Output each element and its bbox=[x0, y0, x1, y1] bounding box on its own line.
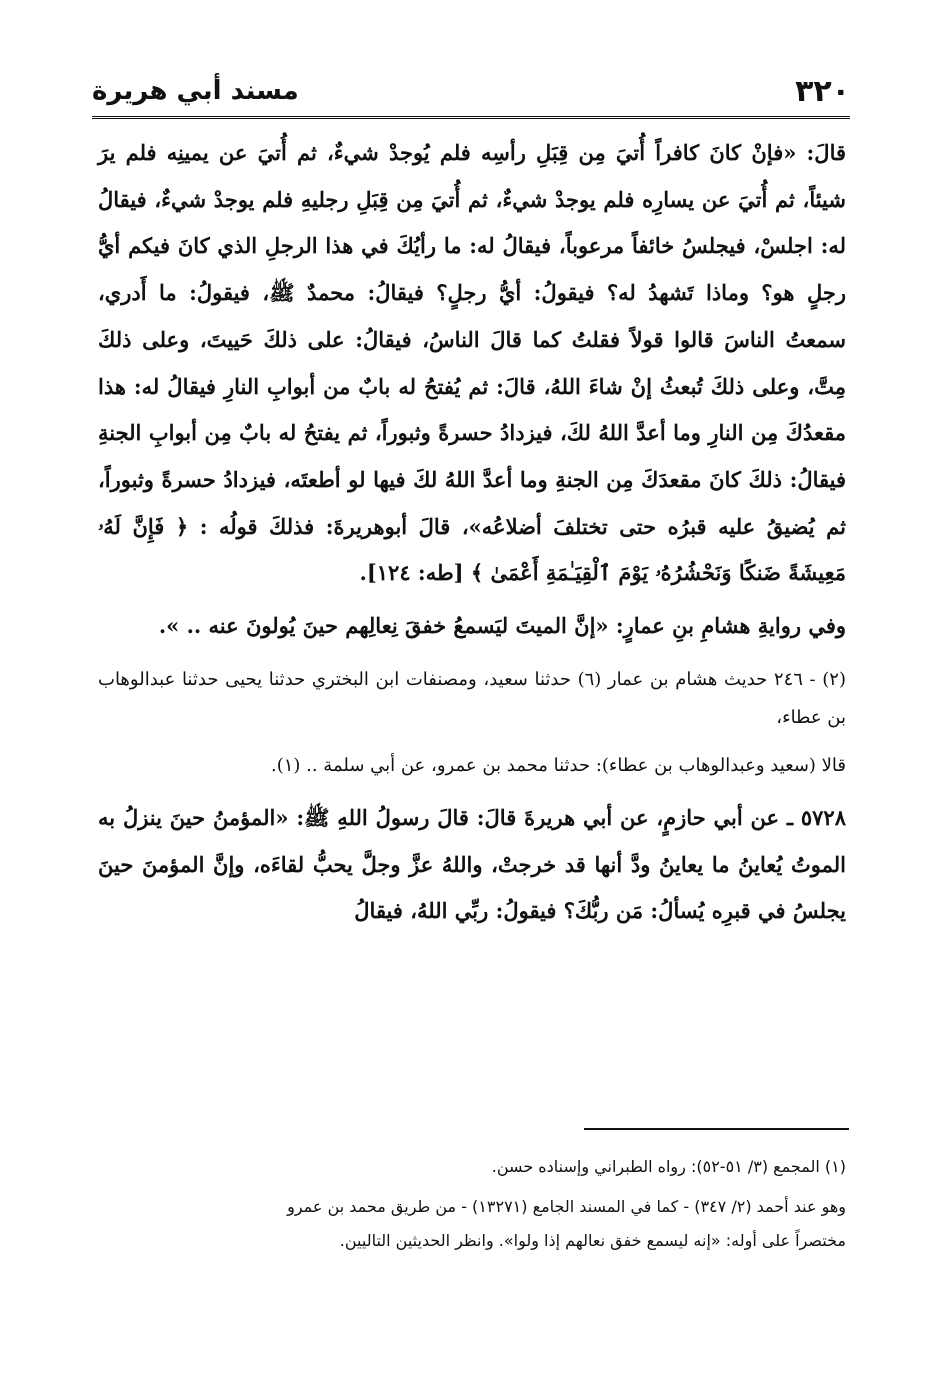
footnote-2-line-2: مختصراً على أوله: «إنه ليسمع خفق نعالهم إذا ولوا». وانظر الحديثين التاليين. bbox=[339, 1231, 846, 1250]
main-text bbox=[98, 130, 846, 935]
isnad-paragraph-2: قالا (سعيد وعبدالوهاب بن عطاء): حدثنا محمد بن عمرو، عن أبي سلمة .. (١). bbox=[270, 755, 846, 777]
quran-verse: ﴿ فَإِنَّ لَهُۥ مَعِيشَةً ضَنكًا وَنَحْشُرُهُۥ يَوْمَ ٱلْقِيَـٰمَةِ أَعْمَىٰ ﴾ bbox=[98, 513, 846, 586]
footnotes bbox=[98, 1150, 846, 1258]
riwaya-paragraph: وفي روايةِ هشامِ بنِ عمارٍ: «إنَّ الميتَ ليَسمعُ خفقَ نِعالِهم حينَ يُولونَ عنه .. ». bbox=[158, 613, 846, 639]
footnote-1: (١) المجمع (٣/ ٥١-٥٢): رواه الطبراني وإسناده حسن. bbox=[491, 1157, 846, 1176]
quran-reference: [طه: ١٢٤]. bbox=[359, 560, 464, 586]
page-header bbox=[92, 68, 850, 119]
page-number: ٣٢٠ bbox=[795, 74, 850, 109]
footnote-divider bbox=[584, 1128, 849, 1130]
isnad-paragraph-1: (٢) - ٢٤٦ حديث هشام بن عمار (٦) حدثنا سعيد، ومصنفات ابن البختري حدثنا يحيى حدثنا عبدالوهاب بن عطاء، bbox=[98, 669, 846, 729]
paragraph-text: قالَ: «فإنْ كانَ كافراً أُتيَ مِن قِبَلِ رأسِه فلم يُوجدْ شيءٌ، ثم أُتيَ عن يمينِه فلم يرَ شيئاً، ثم أُتيَ عن يسارِه فلم يوجدْ شيءٌ، ثم أُتيَ مِن قِبَلِ رجليهِ فلم يوجدْ شيءٌ، فيقالُ له: اجلسْ، فيجلسُ خائفاً مرعوباً، فيقالُ له: ما رأيُكَ في هذا الرجلِ الذي كانَ فيكم أيُّ رجلٍ هو؟ وماذا تَشهدُ له؟ فيقولُ: أيُّ رجلٍ؟ فيقالُ: محمدٌ ﷺ، فيقولُ: ما أَدري، سمعتُ الناسَ قالوا قولاً فقلتُ كما قالَ الناسُ، فيقالُ: على ذلكَ حَييتَ، وعلى ذلكَ مِتَّ، وعلى ذلكَ تُبعثُ إنْ شاءَ اللهُ، قالَ: ثم يُفتحُ له بابٌ من أبوابِ النارِ فيقالُ له: هذا مقعدُكَ مِن النارِ وما أعدَّ اللهُ لكَ، فيزدادُ حسرةً وثبوراً، ثم يفتحُ له بابٌ مِن أبوابِ الجنةِ فيقالُ: ذلكَ كانَ مقعدَكَ مِن الجنةِ وما أعدَّ اللهُ لكَ فيها لو أطعتَه، فيزدادُ حسرةً وثبوراً، ثم يُضيقُ عليه قبرُه حتى تختلفَ أضلاعُه»، قالَ أبوهريرةَ: فذلكَ قولُه : bbox=[98, 140, 846, 539]
footnote-2-line-1: وهو عند أحمد (٢/ ٣٤٧) - كما في المسند الجامع (١٣٢٧١) - من طريق محمد بن عمرو bbox=[287, 1197, 846, 1216]
hadith-continuation-paragraph bbox=[98, 130, 846, 597]
running-title: مسند أبي هريرة bbox=[92, 76, 299, 106]
hadith-5728-paragraph: ٥٧٢٨ ـ عن أبي حازمٍ، عن أبي هريرةَ قالَ: قالَ رسولُ اللهِ ﷺ: «المؤمنُ حينَ ينزلُ به الموتُ يُعاينُ ما يعاينُ ودَّ أنها قد خرجتْ، واللهُ عزَّ وجلَّ يحبُّ لقاءَه، وإنَّ المؤمنَ حينَ يجلسُ في قبرِه يُسألُ: مَن ربُّكَ؟ فيقولُ: ربِّي اللهُ، فيقالُ bbox=[98, 805, 846, 924]
